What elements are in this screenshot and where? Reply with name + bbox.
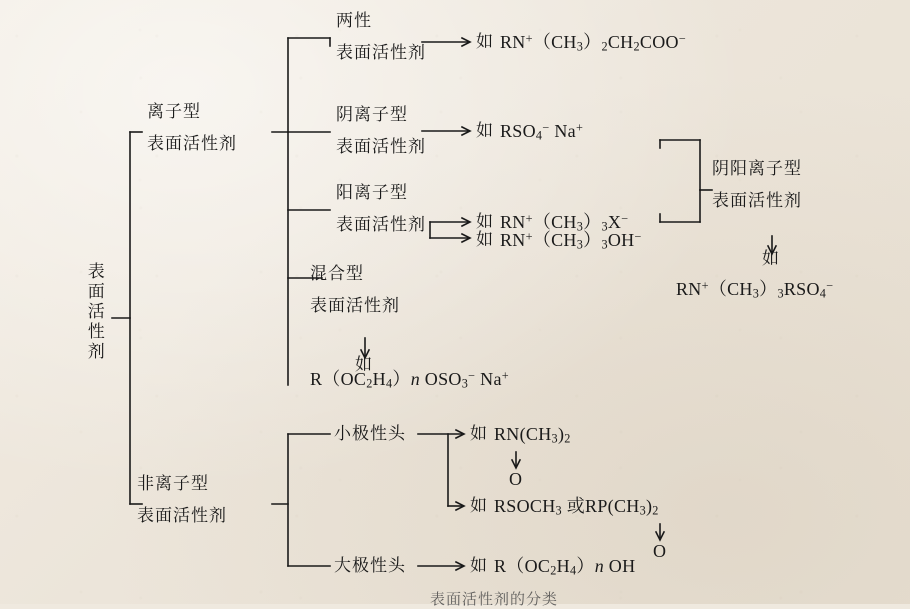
node-anionic-line2: 表面活性剂 [336, 137, 426, 158]
cationic-formula-2: $RN^+(CH_3)_3OH^-$ [500, 229, 642, 252]
small-polar-head-formula-2: $RSOCH_3$ 或$RP(CH_3)_2$ [494, 496, 659, 518]
cation-anion-pair-example-prefix: 如 [762, 249, 780, 269]
node-anionic [336, 99, 426, 164]
small-polar-head-example-prefix-2: 如 [470, 496, 488, 516]
node-cationic [336, 177, 426, 242]
node-amphoteric [336, 5, 426, 70]
node-nonionic-line1: 非离子型 [137, 474, 209, 494]
node-nonionic-line2: 表面活性剂 [137, 506, 227, 527]
node-anionic-line1: 阴离子型 [336, 105, 408, 125]
amphoteric-example-prefix: 如 [476, 32, 494, 52]
node-small-polar-head: 小极性头 [334, 424, 406, 444]
node-cation-anion-pair-line2: 表面活性剂 [712, 191, 802, 212]
node-cation-anion-pair-line1: 阴阳离子型 [712, 159, 802, 179]
node-amphoteric-line2: 表面活性剂 [336, 43, 426, 64]
large-polar-head-formula: $R(OC_2H_4)n$ OH [494, 556, 636, 578]
small-polar-head-formula-1-sub: O [509, 469, 523, 489]
anionic-example-prefix: 如 [476, 121, 494, 141]
mixed-formula: $R(OC_2H_4)n$ $OSO_3^-$ Na+ [310, 368, 509, 391]
node-root-label: 表面活性剂 [83, 262, 104, 362]
node-cationic-line2: 表面活性剂 [336, 215, 426, 236]
node-mixed-line2: 表面活性剂 [310, 296, 400, 317]
figure-caption: 表面活性剂的分类 [430, 590, 559, 608]
mixed-example-prefix: 如 [355, 355, 373, 375]
node-mixed [310, 258, 400, 323]
small-polar-head-formula-1: $RN(CH_3)_2$ [494, 424, 571, 446]
node-cation-anion-pair [712, 153, 802, 218]
node-amphoteric-line1: 两性 [336, 11, 372, 31]
cationic-formula-1: $RN^+(CH_3)_3X^-$ [500, 211, 629, 234]
node-large-polar-head: 大极性头 [334, 556, 406, 576]
node-cationic-line1: 阳离子型 [336, 183, 408, 203]
cation-anion-pair-formula: $RN^+(CH_3)_3RSO_4^-$ [676, 278, 834, 301]
node-ionic-line2: 表面活性剂 [147, 134, 237, 155]
amphoteric-formula: $RN^+(CH_3)_2CH_2COO^-$ [500, 31, 687, 54]
small-polar-head-example-prefix-1: 如 [470, 424, 488, 444]
node-mixed-line1: 混合型 [310, 264, 364, 284]
cationic-example-prefix-2: 如 [476, 230, 494, 250]
large-polar-head-example-prefix: 如 [470, 556, 488, 576]
cationic-example-prefix-1: 如 [476, 212, 494, 232]
node-ionic-line1: 离子型 [147, 102, 201, 122]
node-nonionic [137, 468, 227, 533]
anionic-formula: $RSO_4^-$ Na+ [500, 120, 584, 143]
node-ionic [147, 96, 237, 161]
small-polar-head-formula-2-sub: O [653, 541, 667, 561]
